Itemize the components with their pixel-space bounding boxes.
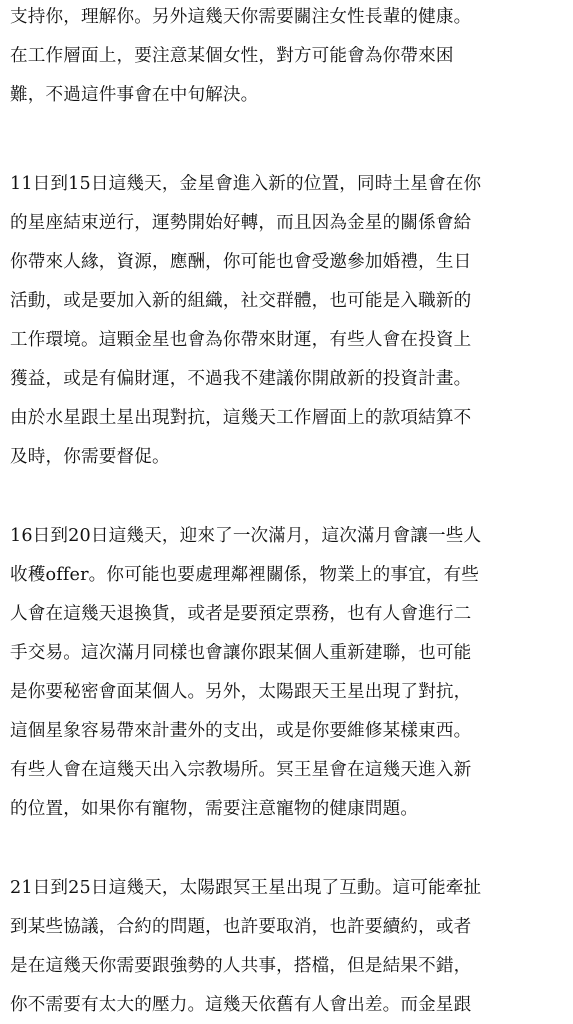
text-line: 到某些協議，合約的問題，也許要取消，也許要續約，或者 — [10, 917, 472, 937]
text-line: 在工作層面上，要注意某個女性，對方可能會為你帶來困 — [10, 46, 454, 66]
text-line: 11日到15日這幾天，金星會進入新的位置，同時土星會在你 — [10, 174, 482, 194]
paragraph-2 — [10, 165, 568, 477]
text-line: 人會在這幾天退換貨，或者是要預定票務，也有人會進行二 — [10, 604, 472, 624]
paragraph-1 — [10, 0, 568, 115]
text-line: 收穫offer。你可能也要處理鄰裡關係，物業上的事宜，有些 — [10, 565, 480, 585]
text-line: 支持你，理解你。另外這幾天你需要關注女性長輩的健康。 — [10, 7, 472, 27]
text-line: 的位置，如果你有寵物，需要注意寵物的健康問題。 — [10, 799, 419, 819]
paragraph-3 — [10, 517, 568, 829]
text-line: 活動，或是要加入新的組織，社交群體，也可能是入職新的 — [10, 291, 472, 311]
text-line: 16日到20日這幾天，迎來了一次滿月，這次滿月會讓一些人 — [10, 526, 482, 546]
text-line: 手交易。這次滿月同樣也會讓你跟某個人重新建聯，也可能 — [10, 643, 472, 663]
text-line: 的星座結束逆行，運勢開始好轉，而且因為金星的關係會給 — [10, 213, 472, 233]
text-line: 及時，你需要督促。 — [10, 447, 170, 467]
text-line: 21日到25日這幾天，太陽跟冥王星出現了互動。這可能牽扯 — [10, 878, 482, 898]
text-line: 是你要秘密會面某個人。另外，太陽跟天王星出現了對抗， — [10, 682, 472, 702]
text-line: 這個星象容易帶來計畫外的支出，或是你要維修某樣東西。 — [10, 721, 472, 741]
text-line: 你不需要有太大的壓力。這幾天依舊有人會出差。而金星跟 — [10, 995, 472, 1015]
text-line: 工作環境。這顆金星也會為你帶來財運，有些人會在投資上 — [10, 330, 472, 350]
text-line: 有些人會在這幾天出入宗教場所。冥王星會在這幾天進入新 — [10, 760, 472, 780]
text-line: 獲益，或是有偏財運，不過我不建議你開啟新的投資計畫。 — [10, 369, 472, 389]
text-line: 難，不過這件事會在中旬解決。 — [10, 85, 259, 105]
paragraph-4 — [10, 869, 568, 1024]
text-line: 由於水星跟土星出現對抗，這幾天工作層面上的款項結算不 — [10, 408, 472, 428]
text-line: 你帶來人緣，資源，應酬，你可能也會受邀參加婚禮，生日 — [10, 252, 472, 272]
text-line: 是在這幾天你需要跟強勢的人共事，搭檔，但是結果不錯， — [10, 956, 472, 976]
